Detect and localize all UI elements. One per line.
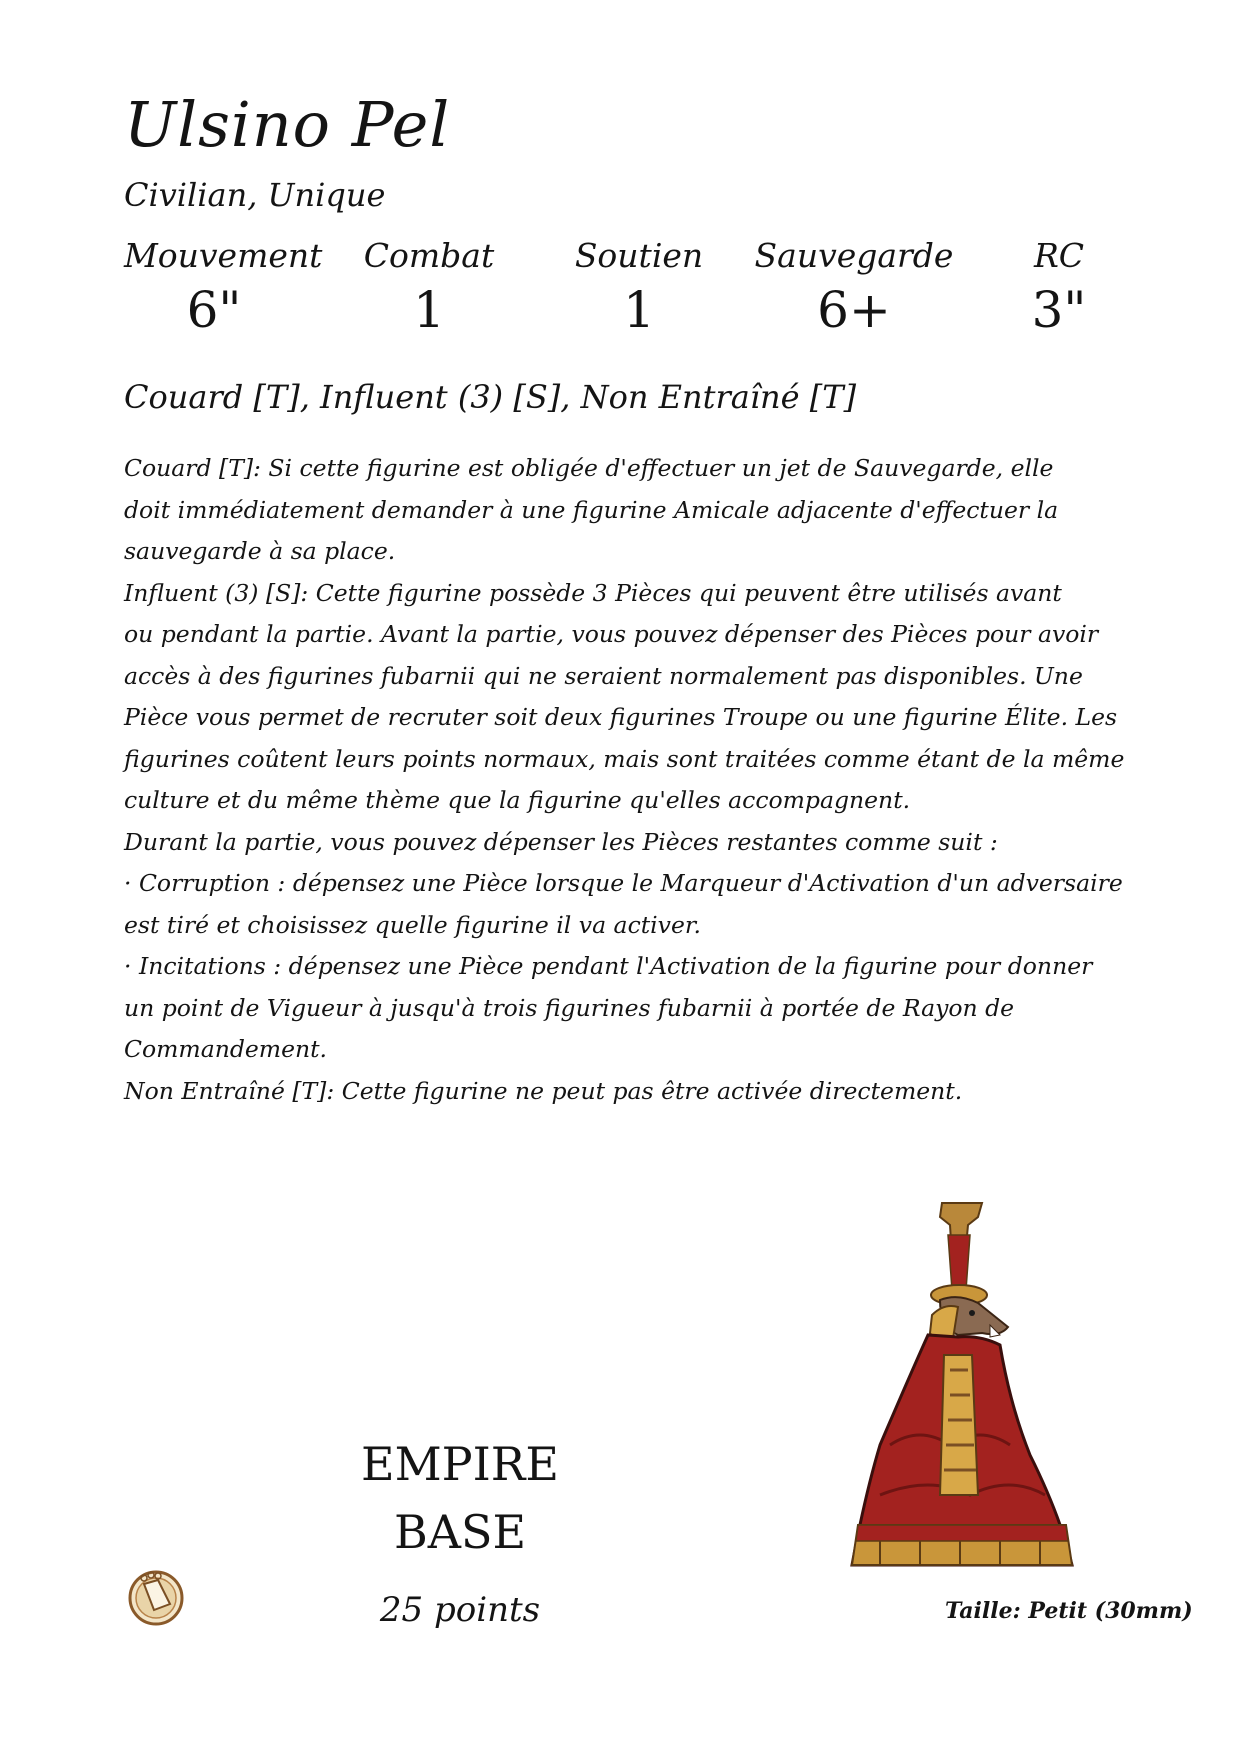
size-label: Taille: Petit (30mm) (945, 1598, 1193, 1624)
rules-line: Commandement. (124, 1035, 328, 1063)
stat-value: 1 (623, 281, 655, 339)
stat-label: Sauvegarde (754, 236, 954, 275)
faction-line-2: BASE (393, 1505, 527, 1559)
stat-soutien (564, 236, 714, 339)
stat-value: 6+ (817, 281, 891, 339)
points-cost: 25 points (379, 1590, 541, 1630)
traits-line: Couard [T], Influent (3) [S], Non Entraîné [T] (124, 378, 857, 416)
stat-value: 1 (413, 281, 445, 339)
robed-rat-figure-icon (840, 1195, 1100, 1585)
stat-combat (354, 236, 504, 339)
stat-value: 3" (1031, 281, 1087, 339)
rules-line: Non Entraîné [T]: Cette figurine ne peut pas être activée directement. (124, 1076, 963, 1105)
stat-block (124, 236, 1104, 346)
rules-line: Couard [T]: Si cette figurine est obligée d'effectuer un jet de Sauvegarde, elle (124, 454, 1054, 482)
rules-line: Durant la partie, vous pouvez dépenser les Pièces restantes comme suit : (124, 827, 998, 856)
rules-line: est tiré et choisissez quelle figurine il va activer. (124, 910, 701, 939)
rules-line: un point de Vigueur à jusqu'à trois figurines fubarnii à portée de Rayon de (124, 993, 1015, 1022)
publisher-logo-icon (124, 1564, 188, 1628)
rules-line: doit immédiatement demander à une figurine Amicale adjacente d'effectuer la (124, 495, 1059, 524)
rules-line: ou pendant la partie. Avant la partie, vous pouvez dépenser des Pièces pour avoir (124, 620, 1099, 648)
stat-sauvegarde (754, 236, 954, 339)
rules-line: figurines coûtent leurs points normaux, mais sont traitées comme étant de la même (124, 744, 1125, 773)
rules-line: accès à des figurines fubarnii qui ne seraient normalement pas disponibles. Une (124, 661, 1083, 690)
rules-line: Pièce vous permet de recruter soit deux figurines Troupe ou une figurine Élite. Les (124, 703, 1118, 731)
rules-text (124, 448, 1125, 1112)
rules-line: sauvegarde à sa place. (124, 537, 396, 565)
rules-line: culture et du même thème que la figurine qu'elles accompagnent. (124, 786, 911, 814)
stat-rc (1014, 236, 1104, 339)
faction-label (310, 1430, 610, 1566)
stat-label: Soutien (574, 236, 704, 275)
unit-keywords: Civilian, Unique (124, 176, 386, 214)
stat-label: Combat (363, 236, 495, 275)
rules-line: · Corruption : dépensez une Pièce lorsque le Marqueur d'Activation d'un adversaire (124, 869, 1123, 897)
stat-label: RC (1033, 236, 1085, 275)
rules-line: · Incitations : dépensez une Pièce pendant l'Activation de la figurine pour donner (124, 952, 1093, 980)
stat-label: Mouvement (124, 236, 323, 275)
unit-name: Ulsino Pel (124, 88, 451, 161)
stat-value: 6" (186, 281, 242, 339)
stat-mouvement (124, 236, 323, 339)
faction-line-1: EMPIRE (360, 1437, 559, 1491)
rules-line: Influent (3) [S]: Cette figurine possède 3 Pièces qui peuvent être utilisés avant (124, 578, 1062, 607)
